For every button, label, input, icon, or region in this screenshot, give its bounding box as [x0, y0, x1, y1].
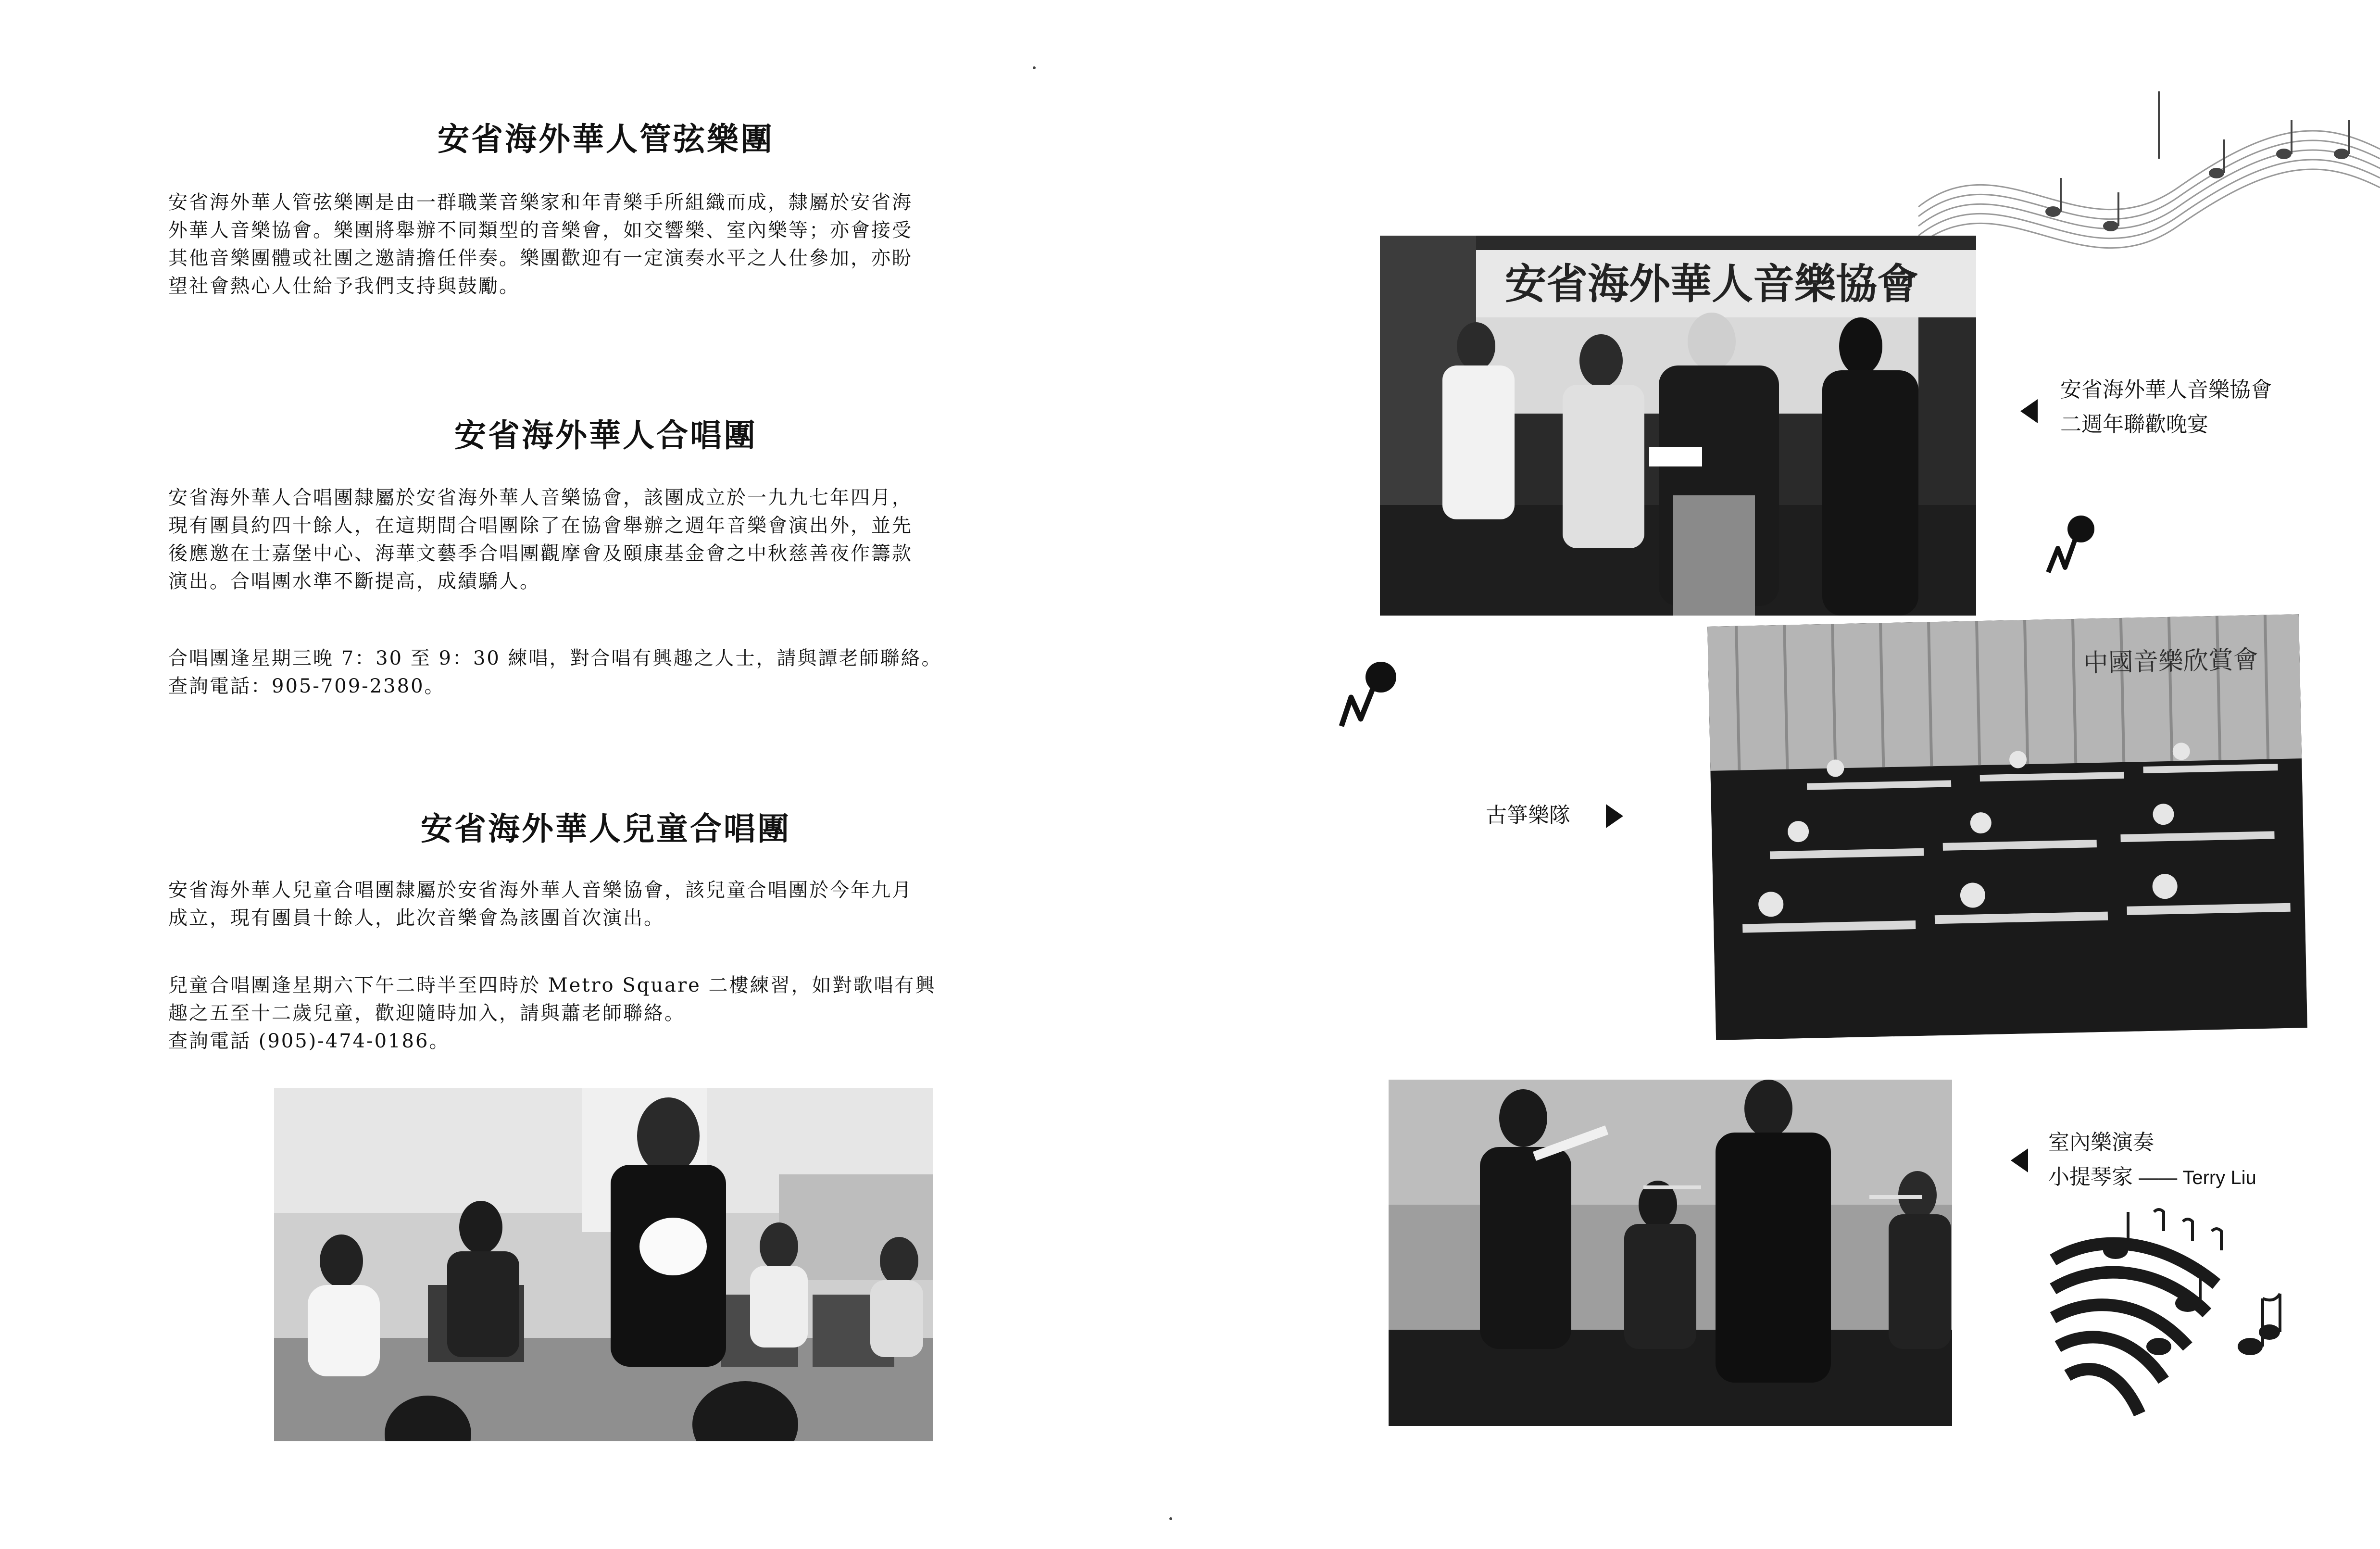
caret-left-icon	[2020, 399, 2038, 423]
text-line: 查詢電話：905-709-2380。	[168, 675, 445, 697]
music-notes-decoration	[2043, 1202, 2284, 1423]
left-page	[0, 0, 1188, 1549]
section-title-orchestra: 安省海外華人管弦樂團	[438, 121, 774, 158]
caption-banquet	[2060, 373, 2272, 442]
music-note-icon	[2043, 510, 2096, 582]
print-speck	[1169, 1517, 1172, 1520]
children-choir-paragraph	[168, 876, 1043, 932]
print-speck	[1033, 66, 1036, 69]
text-line: 演出。合唱團水準不斷提高，成績驕人。	[168, 570, 540, 592]
text-line: 安省海外華人兒童合唱團隸屬於安省海外華人音樂協會，該兒童合唱團於今年九月	[168, 879, 913, 901]
right-page	[1188, 0, 2380, 1549]
caption-line: 安省海外華人音樂協會	[2060, 378, 2272, 402]
text-line: 後應邀在士嘉堡中心、海華文藝季合唱團觀摩會及頤康基金會之中秋慈善夜作籌款	[168, 542, 913, 565]
section-title-choir: 安省海外華人合唱團	[454, 417, 757, 454]
guzheng-ensemble-photo	[1707, 614, 2307, 1040]
text-line: 合唱團逢星期三晚 7：30 至 9：30 練唱，對合唱有興趣之人士，請與譚老師聯絡。	[168, 647, 942, 669]
caption-line: 室內樂演奏	[2048, 1131, 2154, 1154]
text-line: 其他音樂團體或社團之邀請擔任伴奏。樂團歡迎有一定演奏水平之人仕參加，亦盼	[168, 247, 913, 269]
choir-paragraph	[168, 484, 1043, 595]
caption-chamber-music	[2048, 1125, 2256, 1195]
caption-line: 二週年聯歡晚宴	[2060, 413, 2208, 436]
text-line: 成立，現有團員十餘人，此次音樂會為該團首次演出。	[168, 907, 664, 929]
music-note-icon	[1337, 654, 1399, 731]
text-line: 安省海外華人管弦樂團是由一群職業音樂家和年青樂手所組織而成，隸屬於安省海	[168, 191, 913, 214]
caret-left-icon	[2011, 1148, 2028, 1172]
music-staff-decoration	[1909, 82, 2380, 255]
text-line: 查詢電話 (905)-474-0186。	[168, 1030, 450, 1052]
text-line: 外華人音樂協會。樂團將舉辦不同類型的音樂會，如交響樂、室內樂等；亦會接受	[168, 219, 913, 241]
children-choir-contact	[168, 971, 1043, 1055]
children-choir-photo	[274, 1088, 933, 1441]
caret-right-icon	[1606, 804, 1623, 828]
text-line: 安省海外華人合唱團隸屬於安省海外華人音樂協會，該團成立於一九九七年四月，	[168, 487, 913, 509]
orchestra-paragraph	[168, 189, 1043, 300]
caption-line: 小提琴家	[2048, 1165, 2133, 1189]
text-line: 現有團員約四十餘人，在這期間合唱團除了在協會舉辦之週年音樂會演出外，並先	[168, 515, 913, 537]
section-title-children-choir: 安省海外華人兒童合唱團	[421, 810, 791, 847]
banner-text: 安省海外華人音樂協會	[1505, 260, 1918, 308]
text-line: 兒童合唱團逢星期六下午二時半至四時於 Metro Square 二樓練習，如對歌唱有興	[168, 974, 936, 996]
banquet-photo	[1380, 236, 1976, 616]
choir-contact	[168, 644, 1043, 700]
text-line: 望社會熱心人仕給予我們支持與鼓勵。	[168, 275, 520, 297]
concert-banner-text: 中國音樂欣賞會	[2083, 645, 2259, 678]
violinist-name: —— Terry Liu	[2139, 1167, 2256, 1188]
chamber-music-photo	[1389, 1080, 1952, 1426]
caption-guzheng: 古箏樂隊	[1486, 804, 1570, 827]
text-line: 趣之五至十二歲兒童，歡迎隨時加入，請與蕭老師聯絡。	[168, 1002, 685, 1024]
